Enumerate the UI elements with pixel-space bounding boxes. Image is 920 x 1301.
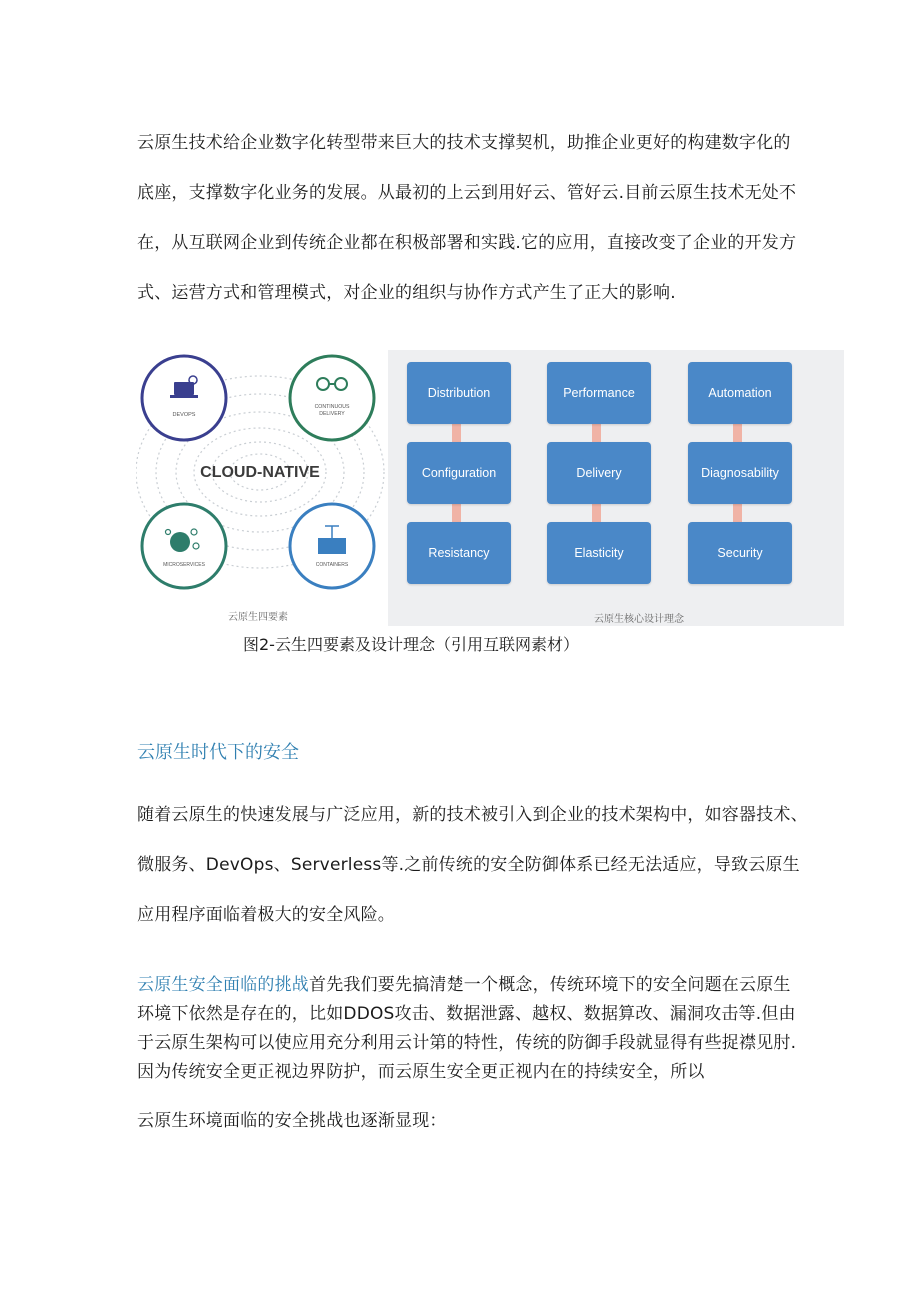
paragraph-line: 云原生环境面临的安全挑战也逐渐显现： (137, 1111, 447, 1131)
containers-label: CONTAINERS (315, 562, 349, 568)
design-principles-caption: 云原生核心设计理念 (594, 614, 684, 625)
paragraph-line (137, 970, 791, 995)
connector (452, 424, 461, 442)
intro-line: 式、运营方式和管理模式，对企业的组织与协作方式产生了正大的影响. (137, 283, 676, 303)
box-configuration: Configuration (407, 442, 511, 504)
box-automation: Automation (688, 362, 792, 424)
connector (452, 504, 461, 522)
section-title: 云原生时代下的安全 (137, 742, 299, 763)
box-elasticity: Elasticity (547, 522, 651, 584)
box-diagnosability: Diagnosability (688, 442, 792, 504)
connector (592, 504, 601, 522)
microservices-label: MICROSERVICES (163, 562, 205, 568)
core-design-principles (388, 350, 844, 626)
cloud-native-figure (136, 350, 844, 626)
four-elements-caption: 云原生四要素 (228, 612, 288, 623)
connector (733, 424, 742, 442)
paragraph-line: 微服务、DevOps、Serverless等.之前传统的安全防御体系已经无法适应，导致云原生 (137, 855, 800, 875)
box-performance: Performance (547, 362, 651, 424)
paragraph-line: 因为传统安全更正视边界防护，而云原生安全更正视内在的持续安全，所以 (137, 1062, 705, 1082)
box-security: Security (688, 522, 792, 584)
microservices-circle (142, 504, 226, 588)
paragraph-line: 于云原生架构可以使应用充分利用云计第的特性，传统的防御手段就显得有些捉襟见肘. (137, 1033, 797, 1053)
paragraph-line-rest: 首先我们要先搞清楚一个概念，传统环境下的安全问题在云原生 (309, 975, 791, 995)
intro-line: 云原生技术给企业数字化转型带来巨大的技术支撑契机，助推企业更好的构建数字化的 (137, 133, 791, 153)
challenge-highlight: 云原生安全面临的挑战 (137, 975, 309, 995)
devops-label: DEVOPS (172, 412, 196, 418)
cloud-native-four-elements (136, 350, 388, 626)
devops-circle (142, 356, 226, 440)
paragraph-line: 应用程序面临着极大的安全风险。 (137, 905, 395, 925)
delivery-label: DELIVERY (319, 411, 345, 417)
continuous-label: CONTINUOUS (314, 404, 350, 410)
paragraph-line: 随着云原生的快速发展与广泛应用，新的技术被引入到企业的技术架构中，如容器技术、 (137, 805, 808, 825)
cloud-native-title: CLOUD-NATIVE (200, 464, 320, 481)
connector (592, 424, 601, 442)
box-distribution: Distribution (407, 362, 511, 424)
intro-line: 底座，支撑数字化业务的发展。从最初的上云到用好云、管好云.目前云原生技术无处不 (137, 183, 797, 203)
intro-line: 在，从互联网企业到传统企业都在积极部署和实践.它的应用，直接改变了企业的开发方 (137, 233, 797, 253)
paragraph-line: 环境下依然是存在的，比如DDOS攻击、数据泄露、越权、数据算改、漏洞攻击等.但由 (137, 1004, 796, 1024)
connector (733, 504, 742, 522)
continuous-delivery-circle (290, 356, 374, 440)
containers-circle (290, 504, 374, 588)
cloud-native-diagram (136, 350, 388, 626)
box-delivery: Delivery (547, 442, 651, 504)
box-resistancy: Resistancy (407, 522, 511, 584)
figure-caption: 图2-云生四要素及设计理念（引用互联网素材） (243, 635, 579, 654)
